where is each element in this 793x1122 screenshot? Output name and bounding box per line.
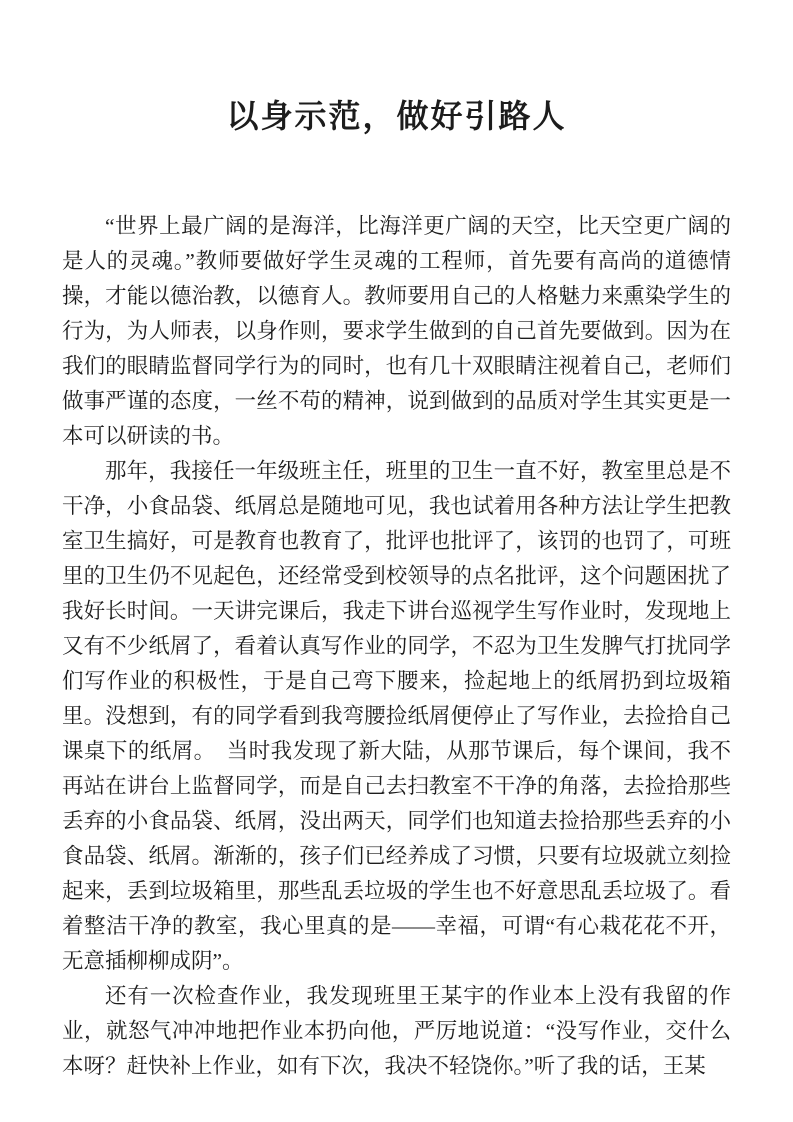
paragraph: 还有一次检查作业，我发现班里王某宇的作业本上没有我留的作业，就怒气冲冲地把作业本扔向他，严厉地说道：“没写作业，交什么本呀？赶快补上作业，如有下次，我决不轻饶你。”听了我的话，王某 bbox=[62, 984, 731, 1079]
paragraph: 那年，我接任一年级班主任，班里的卫生一直不好，教室里总是不干净，小食品袋、纸屑总是随地可见，我也试着用各种方法让学生把教室卫生搞好，可是教育也教育了，批评也批评了，该罚的也罚了，可班里的卫生仍不见起色，还经常受到校领导的点名批评，这个问题困扰了我好长时间。一天讲完课后，我走下讲台巡视学生写作业时，发现地上又有不少纸屑了，看着认真写作业的同学，不忍为卫生发脾气打扰同学们写作业的积极性，于是自己弯下腰来，捡起地上的纸屑扔到垃圾箱里。没想到，有的同学看到我弯腰捡纸屑便停止了写作业，去捡拾自己课桌下的纸屑。 当时我发现了新大陆，从那节课后，每个课间，我不再站在讲台上监督同学，而是自己去扫教室不干净的角落，去捡拾那些丢弃的小食品袋、纸屑，没出两天，同学们也知道去捡拾那些丢弃的小食品袋、纸屑。渐渐的，孩子们已经养成了习惯，只要有垃圾就立刻捡起来，丢到垃圾箱里，那些乱丢垃圾的学生也不好意思乱丢垃圾了。看着整洁干净的教室，我心里真的是——幸福，可谓“有心栽花花不开，无意插柳柳成阴”。 bbox=[62, 459, 731, 974]
paragraph: “世界上最广阔的是海洋，比海洋更广阔的天空，比天空更广阔的是人的灵魂。”教师要做好学生灵魂的工程师，首先要有高尚的道德情操，才能以德治教，以德育人。教师要用自己的人格魅力来熏染学生的行为，为人师表，以身作则，要求学生做到的自己首先要做到。因为在我们的眼睛监督同学行为的同时，也有几十双眼睛注视着自己，老师们做事严谨的态度，一丝不苟的精神，说到做到的品质对学生其实更是一本可以研读的书。 bbox=[62, 214, 731, 449]
document-body bbox=[62, 209, 731, 1084]
document-title: 以身示范，做好引路人 bbox=[226, 98, 567, 134]
